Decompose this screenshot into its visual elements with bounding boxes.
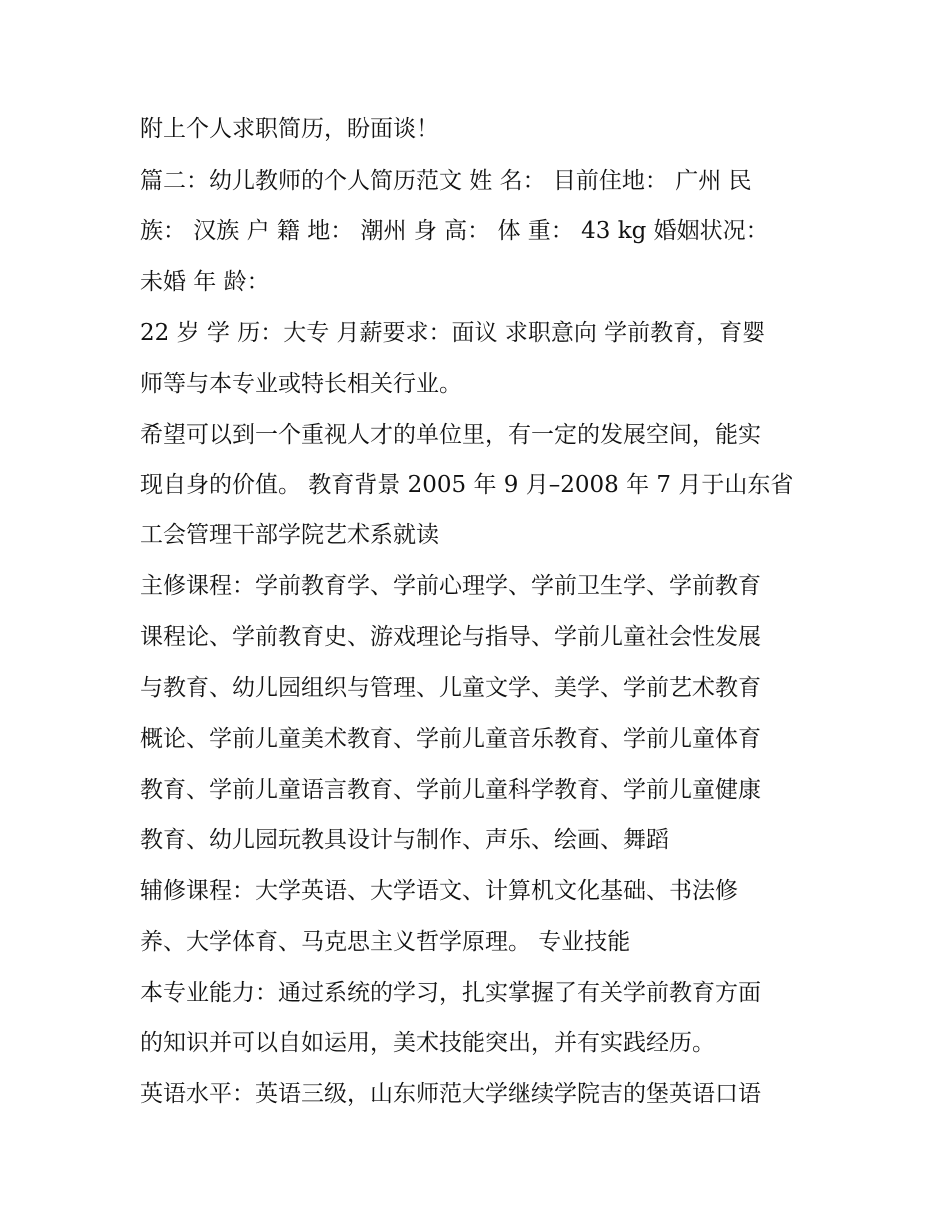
text-line-11: 课程论、学前教育史、游戏理论与指导、学前儿童社会性发展 bbox=[140, 624, 761, 650]
text-line-20: 英语水平：英语三级，山东师范大学继续学院吉的堡英语口语 bbox=[140, 1081, 761, 1107]
text-line-16: 辅修课程：大学英语、大学语文、计算机文化基础、书法修 bbox=[140, 878, 738, 904]
text-line-5: 22 岁 学 历：大专 月薪要求：面议 求职意向 学前教育，育婴 bbox=[140, 320, 766, 346]
text-line-6: 师等与本专业或特长相关行业。 bbox=[140, 371, 462, 397]
text-line-7: 希望可以到一个重视人才的单位里，有一定的发展空间，能实 bbox=[140, 422, 761, 448]
text-line-14: 教育、学前儿童语言教育、学前儿童科学教育、学前儿童健康 bbox=[140, 777, 761, 803]
text-line-10: 主修课程：学前教育学、学前心理学、学前卫生学、学前教育 bbox=[140, 573, 761, 599]
text-line-12: 与教育、幼儿园组织与管理、儿童文学、美学、学前艺术教育 bbox=[140, 675, 761, 701]
text-line-19: 的知识并可以自如运用，美术技能突出，并有实践经历。 bbox=[140, 1030, 715, 1056]
text-line-9: 工会管理干部学院艺术系就读 bbox=[140, 522, 439, 548]
text-line-18: 本专业能力：通过系统的学习，扎实掌握了有关学前教育方面 bbox=[140, 980, 761, 1006]
text-line-8: 现自身的价值。 教育背景 2005 年 9 月–2008 年 7 月于山东省 bbox=[140, 472, 794, 498]
text-line-1: 附上个人求职简历，盼面谈！ bbox=[140, 116, 439, 142]
text-line-3: 族： 汉族 户 籍 地： 潮州 身 高： 体 重： 43 kg 婚姻状况： bbox=[140, 218, 769, 244]
text-line-15: 教育、幼儿园玩教具设计与制作、声乐、绘画、舞蹈 bbox=[140, 827, 669, 853]
text-line-4: 未婚 年 龄： bbox=[140, 269, 270, 295]
text-line-17: 养、大学体育、马克思主义哲学原理。 专业技能 bbox=[140, 929, 631, 955]
text-line-2: 篇二：幼儿教师的个人简历范文 姓 名： 目前住地： 广州 民 bbox=[140, 168, 752, 194]
text-line-13: 概论、学前儿童美术教育、学前儿童音乐教育、学前儿童体育 bbox=[140, 726, 761, 752]
